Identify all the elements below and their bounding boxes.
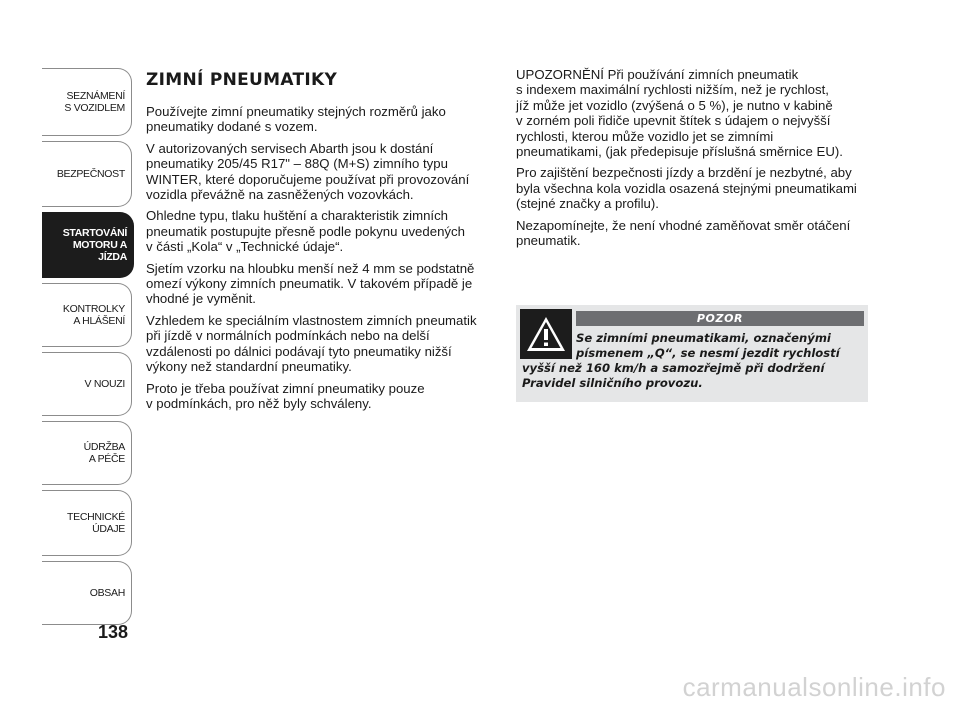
tab-kontrolky[interactable] <box>42 283 132 347</box>
paragraph: Nezapomínejte, že není vhodné zaměňovat směr otáčení pneumatik. <box>516 217 851 249</box>
warning-line: Se zimními pneumatikami, označenými <box>576 331 831 345</box>
tab-label: TECHNICKÉ ÚDAJE <box>67 511 125 535</box>
warning-line: písmenem „Q“, se nesmí jezdit rychlostí <box>576 346 840 360</box>
page-number: 138 <box>98 622 129 642</box>
paragraph: Vzhledem ke speciálním vlastnostem zimních pneumatik při jízdě v normálních podmínkách nebo na delší vzdálenosti po dálnici podávají tyto pneumatiky nižší výkony než standardní pneumatiky. <box>146 312 477 375</box>
paragraph: Proto je třeba používat zimní pneumatiky pouze v podmínkách, pro něž byly schváleny. <box>146 380 425 411</box>
tab-technicke-udaje[interactable] <box>42 490 132 556</box>
tab-seznameni[interactable] <box>42 68 132 136</box>
tab-v-nouzi[interactable] <box>42 352 132 416</box>
warning-box <box>516 305 868 402</box>
left-column <box>146 70 498 417</box>
tab-udrzba[interactable] <box>42 421 132 485</box>
tab-label: OBSAH <box>89 587 125 599</box>
paragraph: Sjetím vzorku na hloubku menší než 4 mm se podstatně omezí výkony zimních pneumatik. V takovém případě je vhodné je vyměnit. <box>146 260 475 307</box>
watermark: carmanualsonline.info <box>682 672 946 702</box>
paragraph: V autorizovaných servisech Abarth jsou k dostání pneumatiky 205/45 R17" – 88Q (M+S) zimního typu WINTER, které doporučujeme používat při provozování vozidla převážně na zasněžených vozovkách. <box>146 140 470 203</box>
warning-line: vyšší než 160 km/h a samozřejmě při dodržení <box>522 361 825 375</box>
paragraph: Pro zajištění bezpečnosti jízdy a brzdění je nezbytné, aby byla všechna kola vozidla osazená stejnými pneumatikami (stejné značky a profilu). <box>516 165 857 212</box>
paragraph: Používejte zimní pneumatiky stejných rozměrů jako pneumatiky dodané s vozem. <box>146 104 446 135</box>
tab-label: STARTOVÁNÍ MOTORU A JÍZDA <box>62 227 127 263</box>
tab-label: ÚDRŽBA A PÉČE <box>83 441 125 465</box>
tab-label: V NOUZI <box>84 378 125 390</box>
warning-text <box>522 331 862 391</box>
right-column <box>516 67 872 254</box>
tab-label: KONTROLKY A HLÁŠENÍ <box>62 303 125 327</box>
tab-bezpecnost[interactable] <box>42 141 132 207</box>
tab-label: BEZPEČNOST <box>56 168 125 180</box>
tab-obsah[interactable] <box>42 561 132 625</box>
warning-line: Pravidel silničního provozu. <box>522 376 703 390</box>
chapter-tabs <box>42 68 134 630</box>
tab-startovani[interactable] <box>42 212 134 278</box>
warning-title: POZOR <box>576 311 864 326</box>
notice-paragraph: UPOZORNĚNÍ Při používání zimních pneumatik s indexem maximální rychlosti nižším, než je rychlost, jíž může jet vozidlo (zvýšená o 5 %), je nutno v kabině v zorném poli řidiče upevnit štítek s údajem o nejvyšší rychlosti, kterou může vozidlo jet se zimními pneumatikami, (jak předepisuje příslušná směrnice EU). <box>516 67 843 160</box>
section-heading: ZIMNÍ PNEUMATIKY <box>146 70 338 90</box>
tab-label: SEZNÁMENÍ S VOZIDLEM <box>64 90 125 114</box>
paragraph: Ohledne typu, tlaku huštění a charakteristik zimních pneumatik postupujte přesně podle pokynu uvedených v části „Kola“ v „Technické údaje“. <box>146 208 465 255</box>
